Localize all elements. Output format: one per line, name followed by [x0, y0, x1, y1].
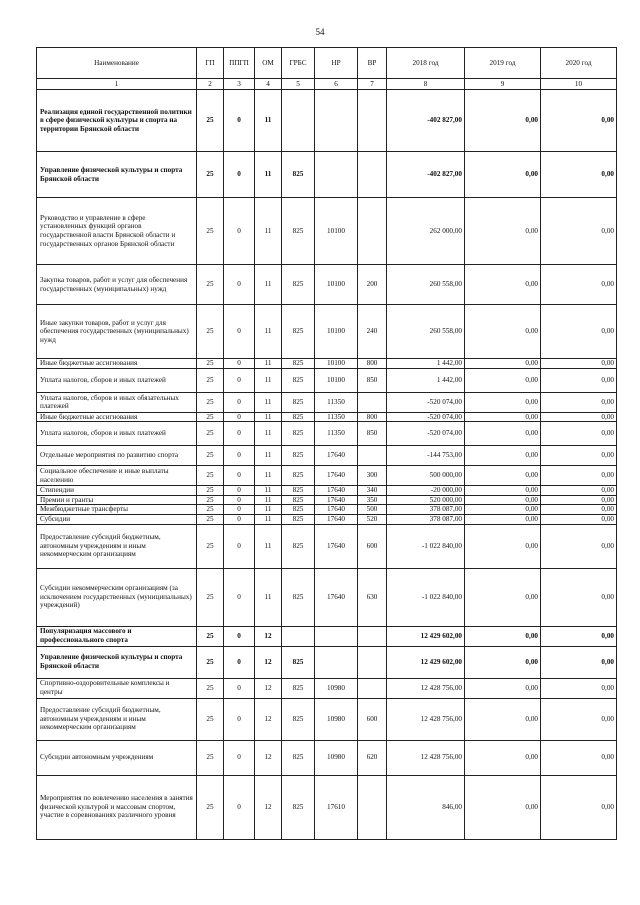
row-name: Иные закупки товаров, работ и услуг для обеспечения государственных (муниципальных) нужд — [37, 305, 197, 359]
table-row — [37, 524, 617, 568]
ppgp-cell: 0 — [224, 392, 255, 412]
grbs-cell — [282, 90, 315, 152]
nr-cell: 10100 — [315, 198, 358, 265]
column-index-row — [37, 79, 617, 90]
col-header: НР — [315, 48, 358, 79]
amount-2020: 0,00 — [541, 466, 617, 486]
gp-cell: 25 — [197, 505, 224, 515]
table-row — [37, 412, 617, 422]
vr-cell — [358, 446, 387, 466]
col-header: Наименование — [37, 48, 197, 79]
ppgp-cell: 0 — [224, 505, 255, 515]
gp-cell: 25 — [197, 368, 224, 392]
gp-cell: 25 — [197, 495, 224, 505]
om-cell: 12 — [255, 698, 282, 740]
nr-cell — [315, 626, 358, 646]
table-row — [37, 198, 617, 265]
nr-cell: 17640 — [315, 514, 358, 524]
om-cell: 11 — [255, 422, 282, 446]
om-cell: 12 — [255, 740, 282, 775]
amount-2019: 0,00 — [465, 626, 541, 646]
amount-2018: 846,00 — [387, 775, 465, 839]
om-cell: 11 — [255, 505, 282, 515]
om-cell: 12 — [255, 775, 282, 839]
row-name: Субсидии — [37, 514, 197, 524]
row-name: Предоставление субсидий бюджетным, автономным учреждениям и иным некоммерческим организациям — [37, 524, 197, 568]
gp-cell: 25 — [197, 198, 224, 265]
gp-cell: 25 — [197, 90, 224, 152]
col-header: ГРБС — [282, 48, 315, 79]
om-cell: 11 — [255, 265, 282, 305]
vr-cell — [358, 90, 387, 152]
nr-cell: 17640 — [315, 446, 358, 466]
vr-cell: 600 — [358, 698, 387, 740]
amount-2019: 0,00 — [465, 412, 541, 422]
column-index: 8 — [387, 79, 465, 90]
amount-2020: 0,00 — [541, 412, 617, 422]
amount-2018: -144 753,00 — [387, 446, 465, 466]
vr-cell: 800 — [358, 412, 387, 422]
grbs-cell: 825 — [282, 740, 315, 775]
gp-cell: 25 — [197, 359, 224, 369]
amount-2020: 0,00 — [541, 524, 617, 568]
amount-2019: 0,00 — [465, 568, 541, 626]
row-name: Иные бюджетные ассигнования — [37, 359, 197, 369]
amount-2020: 0,00 — [541, 265, 617, 305]
nr-cell: 17640 — [315, 524, 358, 568]
ppgp-cell: 0 — [224, 305, 255, 359]
amount-2018: -520 074,00 — [387, 422, 465, 446]
column-index: 2 — [197, 79, 224, 90]
nr-cell: 11350 — [315, 412, 358, 422]
row-name: Межбюджетные трансферты — [37, 505, 197, 515]
ppgp-cell: 0 — [224, 359, 255, 369]
om-cell: 11 — [255, 568, 282, 626]
amount-2018: -402 827,00 — [387, 152, 465, 198]
amount-2019: 0,00 — [465, 152, 541, 198]
table-row — [37, 495, 617, 505]
gp-cell: 25 — [197, 775, 224, 839]
ppgp-cell: 0 — [224, 626, 255, 646]
ppgp-cell: 0 — [224, 422, 255, 446]
nr-cell: 17640 — [315, 505, 358, 515]
ppgp-cell: 0 — [224, 495, 255, 505]
amount-2019: 0,00 — [465, 422, 541, 446]
amount-2020: 0,00 — [541, 740, 617, 775]
ppgp-cell: 0 — [224, 265, 255, 305]
vr-cell — [358, 152, 387, 198]
grbs-cell: 825 — [282, 198, 315, 265]
page-number: 54 — [315, 27, 325, 37]
grbs-cell: 825 — [282, 486, 315, 496]
ppgp-cell: 0 — [224, 198, 255, 265]
ppgp-cell: 0 — [224, 368, 255, 392]
nr-cell: 17640 — [315, 495, 358, 505]
ppgp-cell: 0 — [224, 152, 255, 198]
vr-cell: 520 — [358, 514, 387, 524]
amount-2019: 0,00 — [465, 775, 541, 839]
amount-2018: 378 087,00 — [387, 514, 465, 524]
row-name: Популяризация массового и профессионального спорта — [37, 626, 197, 646]
om-cell: 12 — [255, 626, 282, 646]
column-index: 5 — [282, 79, 315, 90]
table-row — [37, 90, 617, 152]
amount-2020: 0,00 — [541, 152, 617, 198]
nr-cell: 10100 — [315, 265, 358, 305]
om-cell: 11 — [255, 524, 282, 568]
amount-2019: 0,00 — [465, 524, 541, 568]
gp-cell: 25 — [197, 446, 224, 466]
amount-2019: 0,00 — [465, 486, 541, 496]
gp-cell: 25 — [197, 646, 224, 678]
row-name: Управление физической культуры и спорта Брянской области — [37, 152, 197, 198]
vr-cell — [358, 392, 387, 412]
amount-2020: 0,00 — [541, 698, 617, 740]
ppgp-cell: 0 — [224, 646, 255, 678]
amount-2020: 0,00 — [541, 359, 617, 369]
grbs-cell: 825 — [282, 265, 315, 305]
ppgp-cell: 0 — [224, 698, 255, 740]
gp-cell: 25 — [197, 678, 224, 698]
amount-2019: 0,00 — [465, 305, 541, 359]
table-row — [37, 698, 617, 740]
row-name: Стипендии — [37, 486, 197, 496]
table-row — [37, 422, 617, 446]
nr-cell: 17640 — [315, 486, 358, 496]
nr-cell — [315, 152, 358, 198]
grbs-cell: 825 — [282, 446, 315, 466]
table-row — [37, 305, 617, 359]
grbs-cell: 825 — [282, 412, 315, 422]
om-cell: 11 — [255, 90, 282, 152]
amount-2019: 0,00 — [465, 646, 541, 678]
amount-2019: 0,00 — [465, 505, 541, 515]
grbs-cell: 825 — [282, 568, 315, 626]
amount-2018: -1 022 840,00 — [387, 524, 465, 568]
vr-cell — [358, 775, 387, 839]
row-name: Руководство и управление в сфере установленных функций органов государственной власти Брянской области и государственных органов Брянской области — [37, 198, 197, 265]
gp-cell: 25 — [197, 524, 224, 568]
amount-2018: 12 429 602,00 — [387, 646, 465, 678]
om-cell: 11 — [255, 152, 282, 198]
ppgp-cell: 0 — [224, 486, 255, 496]
amount-2018: 378 087,00 — [387, 505, 465, 515]
row-name: Социальное обеспечение и иные выплаты населению — [37, 466, 197, 486]
vr-cell — [358, 646, 387, 678]
table-row — [37, 265, 617, 305]
vr-cell: 350 — [358, 495, 387, 505]
om-cell: 11 — [255, 392, 282, 412]
col-header: ОМ — [255, 48, 282, 79]
nr-cell: 10100 — [315, 305, 358, 359]
vr-cell: 300 — [358, 466, 387, 486]
row-name: Спортивно-оздоровительные комплексы и центры — [37, 678, 197, 698]
amount-2018: 12 428 756,00 — [387, 678, 465, 698]
vr-cell: 630 — [358, 568, 387, 626]
grbs-cell: 825 — [282, 392, 315, 412]
om-cell: 11 — [255, 495, 282, 505]
ppgp-cell: 0 — [224, 568, 255, 626]
table-row — [37, 678, 617, 698]
amount-2018: -1 022 840,00 — [387, 568, 465, 626]
row-name: Субсидии автономным учреждениям — [37, 740, 197, 775]
vr-cell — [358, 198, 387, 265]
amount-2020: 0,00 — [541, 392, 617, 412]
ppgp-cell: 0 — [224, 466, 255, 486]
amount-2019: 0,00 — [465, 740, 541, 775]
grbs-cell: 825 — [282, 524, 315, 568]
gp-cell: 25 — [197, 514, 224, 524]
nr-cell: 10100 — [315, 368, 358, 392]
gp-cell: 25 — [197, 412, 224, 422]
gp-cell: 25 — [197, 265, 224, 305]
amount-2019: 0,00 — [465, 514, 541, 524]
row-name: Уплата налогов, сборов и иных платежей — [37, 422, 197, 446]
amount-2020: 0,00 — [541, 198, 617, 265]
amount-2020: 0,00 — [541, 505, 617, 515]
table-row — [37, 505, 617, 515]
nr-cell: 11350 — [315, 422, 358, 446]
amount-2020: 0,00 — [541, 495, 617, 505]
row-name: Иные бюджетные ассигнования — [37, 412, 197, 422]
om-cell: 11 — [255, 198, 282, 265]
gp-cell: 25 — [197, 392, 224, 412]
nr-cell: 17610 — [315, 775, 358, 839]
grbs-cell: 825 — [282, 359, 315, 369]
om-cell: 11 — [255, 305, 282, 359]
gp-cell: 25 — [197, 626, 224, 646]
table-body — [37, 79, 617, 840]
nr-cell: 11350 — [315, 392, 358, 412]
grbs-cell: 825 — [282, 505, 315, 515]
row-name: Мероприятия по вовлечению населения в занятия физической культурой и массовым спортом, участие в соревнованиях различного уровня — [37, 775, 197, 839]
vr-cell — [358, 678, 387, 698]
amount-2020: 0,00 — [541, 626, 617, 646]
amount-2019: 0,00 — [465, 368, 541, 392]
vr-cell: 600 — [358, 524, 387, 568]
nr-cell: 17640 — [315, 466, 358, 486]
amount-2019: 0,00 — [465, 359, 541, 369]
amount-2018: 1 442,00 — [387, 359, 465, 369]
grbs-cell: 825 — [282, 678, 315, 698]
ppgp-cell: 0 — [224, 412, 255, 422]
amount-2019: 0,00 — [465, 90, 541, 152]
amount-2018: 260 558,00 — [387, 265, 465, 305]
amount-2018: 500 000,00 — [387, 466, 465, 486]
amount-2019: 0,00 — [465, 198, 541, 265]
amount-2019: 0,00 — [465, 495, 541, 505]
column-index: 7 — [358, 79, 387, 90]
col-header: ГП — [197, 48, 224, 79]
om-cell: 11 — [255, 368, 282, 392]
column-index: 9 — [465, 79, 541, 90]
om-cell: 11 — [255, 359, 282, 369]
vr-cell: 620 — [358, 740, 387, 775]
om-cell: 11 — [255, 446, 282, 466]
column-index: 3 — [224, 79, 255, 90]
amount-2019: 0,00 — [465, 265, 541, 305]
ppgp-cell: 0 — [224, 740, 255, 775]
ppgp-cell: 0 — [224, 524, 255, 568]
grbs-cell: 825 — [282, 422, 315, 446]
col-header: 2020 год — [541, 48, 617, 79]
table-row — [37, 368, 617, 392]
grbs-cell: 825 — [282, 466, 315, 486]
table-row — [37, 152, 617, 198]
row-name: Субсидии некоммерческим организациям (за исключением государственных (муниципальных) учреждений) — [37, 568, 197, 626]
amount-2019: 0,00 — [465, 446, 541, 466]
header-row — [37, 48, 617, 79]
table-row — [37, 392, 617, 412]
table-row — [37, 626, 617, 646]
column-index: 1 — [37, 79, 197, 90]
om-cell: 12 — [255, 678, 282, 698]
amount-2018: -20 000,00 — [387, 486, 465, 496]
grbs-cell: 825 — [282, 775, 315, 839]
amount-2020: 0,00 — [541, 775, 617, 839]
amount-2020: 0,00 — [541, 422, 617, 446]
gp-cell: 25 — [197, 422, 224, 446]
gp-cell: 25 — [197, 305, 224, 359]
ppgp-cell: 0 — [224, 678, 255, 698]
col-header: ВР — [358, 48, 387, 79]
table-row — [37, 359, 617, 369]
amount-2018: 262 000,00 — [387, 198, 465, 265]
gp-cell: 25 — [197, 152, 224, 198]
amount-2018: -520 074,00 — [387, 412, 465, 422]
amount-2019: 0,00 — [465, 466, 541, 486]
column-index: 6 — [315, 79, 358, 90]
row-name: Уплата налогов, сборов и иных платежей — [37, 368, 197, 392]
column-index: 10 — [541, 79, 617, 90]
amount-2020: 0,00 — [541, 90, 617, 152]
row-name: Предоставление субсидий бюджетным, автономным учреждениям и иным некоммерческим организациям — [37, 698, 197, 740]
column-index: 4 — [255, 79, 282, 90]
table-row — [37, 646, 617, 678]
row-name: Премии и гранты — [37, 495, 197, 505]
grbs-cell: 825 — [282, 305, 315, 359]
om-cell: 11 — [255, 412, 282, 422]
vr-cell: 200 — [358, 265, 387, 305]
vr-cell: 850 — [358, 422, 387, 446]
amount-2019: 0,00 — [465, 392, 541, 412]
om-cell: 11 — [255, 514, 282, 524]
om-cell: 11 — [255, 466, 282, 486]
table-row — [37, 466, 617, 486]
row-name: Закупка товаров, работ и услуг для обеспечения государственных (муниципальных) нужд — [37, 265, 197, 305]
col-header: ППГП — [224, 48, 255, 79]
table-row — [37, 486, 617, 496]
col-header: 2019 год — [465, 48, 541, 79]
amount-2019: 0,00 — [465, 698, 541, 740]
vr-cell: 240 — [358, 305, 387, 359]
table-row — [37, 446, 617, 466]
row-name: Реализация единой государственной политики в сфере физической культуры и спорта на территории Брянской области — [37, 90, 197, 152]
nr-cell — [315, 90, 358, 152]
amount-2018: -520 074,00 — [387, 392, 465, 412]
gp-cell: 25 — [197, 568, 224, 626]
om-cell: 12 — [255, 646, 282, 678]
ppgp-cell: 0 — [224, 514, 255, 524]
vr-cell — [358, 626, 387, 646]
amount-2020: 0,00 — [541, 568, 617, 626]
row-name: Отдельные мероприятия по развитию спорта — [37, 446, 197, 466]
row-name: Управление физической культуры и спорта Брянской области — [37, 646, 197, 678]
amount-2018: 1 442,00 — [387, 368, 465, 392]
amount-2018: 12 429 602,00 — [387, 626, 465, 646]
amount-2020: 0,00 — [541, 446, 617, 466]
amount-2018: 12 428 756,00 — [387, 740, 465, 775]
table-row — [37, 775, 617, 839]
amount-2018: -402 827,00 — [387, 90, 465, 152]
nr-cell: 10980 — [315, 678, 358, 698]
grbs-cell: 825 — [282, 646, 315, 678]
table-row — [37, 740, 617, 775]
amount-2020: 0,00 — [541, 368, 617, 392]
amount-2020: 0,00 — [541, 678, 617, 698]
gp-cell: 25 — [197, 698, 224, 740]
gp-cell: 25 — [197, 466, 224, 486]
amount-2020: 0,00 — [541, 305, 617, 359]
amount-2020: 0,00 — [541, 486, 617, 496]
nr-cell: 10100 — [315, 359, 358, 369]
nr-cell: 17640 — [315, 568, 358, 626]
budget-table — [36, 47, 617, 840]
grbs-cell: 825 — [282, 368, 315, 392]
nr-cell — [315, 646, 358, 678]
amount-2018: 520 000,00 — [387, 495, 465, 505]
amount-2019: 0,00 — [465, 678, 541, 698]
grbs-cell: 825 — [282, 495, 315, 505]
grbs-cell: 825 — [282, 698, 315, 740]
nr-cell: 10980 — [315, 698, 358, 740]
gp-cell: 25 — [197, 486, 224, 496]
table-row — [37, 514, 617, 524]
amount-2018: 12 428 756,00 — [387, 698, 465, 740]
gp-cell: 25 — [197, 740, 224, 775]
grbs-cell: 825 — [282, 514, 315, 524]
om-cell: 11 — [255, 486, 282, 496]
vr-cell: 340 — [358, 486, 387, 496]
table-row — [37, 568, 617, 626]
grbs-cell: 825 — [282, 152, 315, 198]
ppgp-cell: 0 — [224, 90, 255, 152]
vr-cell: 500 — [358, 505, 387, 515]
ppgp-cell: 0 — [224, 446, 255, 466]
vr-cell: 800 — [358, 359, 387, 369]
col-header: 2018 год — [387, 48, 465, 79]
row-name: Уплата налогов, сборов и иных обязательных платежей — [37, 392, 197, 412]
vr-cell: 850 — [358, 368, 387, 392]
grbs-cell — [282, 626, 315, 646]
amount-2020: 0,00 — [541, 646, 617, 678]
ppgp-cell: 0 — [224, 775, 255, 839]
nr-cell: 10980 — [315, 740, 358, 775]
amount-2020: 0,00 — [541, 514, 617, 524]
amount-2018: 260 558,00 — [387, 305, 465, 359]
